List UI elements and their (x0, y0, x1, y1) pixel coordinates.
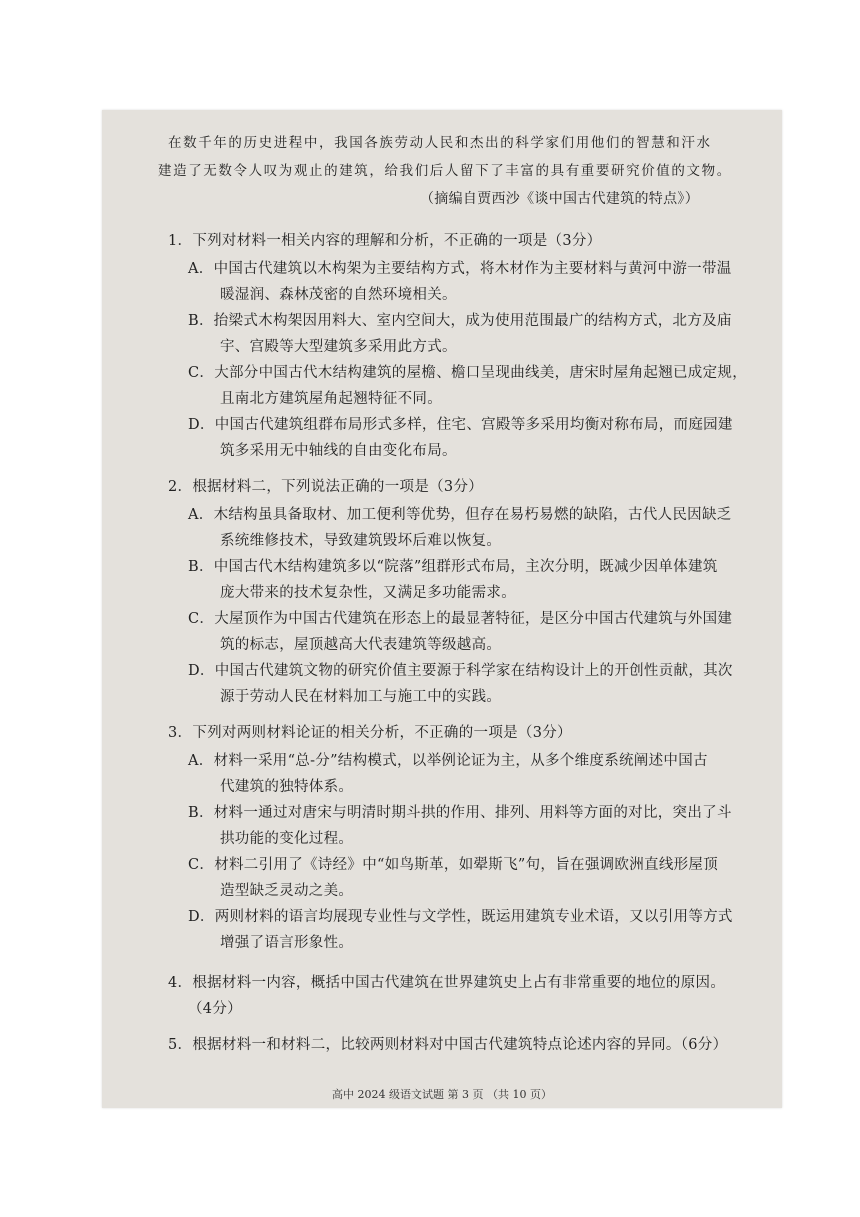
q2-option-d-line-2: 源于劳动人民在材料加工与施工中的实践。 (220, 689, 502, 705)
q3-option-a-line-2: 代建筑的独特体系。 (220, 779, 354, 795)
q1-option-a-line-2: 暖湿润、森林茂密的自然环境相关。 (220, 287, 457, 303)
page-footer: 高中 2024 级语文试题 第 3 页 （共 10 页） (332, 1088, 552, 1101)
question-2-stem: 2．根据材料二，下列说法正确的一项是（3分） (168, 479, 484, 495)
q1-option-d-line-1: D．中国古代建筑组群布局形式多样，住宅、宫殿等多采用均衡对称布局，而庭园建 (188, 417, 733, 433)
q3-option-d-line-1: D．两则材料的语言均展现专业性与文学性，既运用建筑专业术语，又以引用等方式 (188, 909, 733, 925)
exam-page (102, 110, 782, 1108)
intro-line-2: 建造了无数令人叹为观止的建筑，给我们后人留下了丰富的具有重要研究价值的文物。 (158, 163, 732, 179)
q1-option-c-line-1: C．大部分中国古代木结构建筑的屋檐、檐口呈现曲线美，唐宋时屋角起翘已成定规， (188, 365, 747, 381)
q2-option-b-line-2: 庞大带来的技术复杂性，又满足多功能需求。 (220, 585, 516, 601)
question-1-stem: 1．下列对材料一相关内容的理解和分析，不正确的一项是（3分） (168, 233, 602, 249)
q2-option-c-line-1: C．大屋顶作为中国古代建筑在形态上的最显著特征，是区分中国古代建筑与外国建 (188, 611, 733, 627)
q3-option-c-line-2: 造型缺乏灵动之美。 (220, 883, 354, 899)
page-content (102, 110, 782, 1108)
q3-option-d-line-2: 增强了语言形象性。 (220, 935, 354, 951)
q3-option-c-line-1: C．材料二引用了《诗经》中“如鸟斯革，如翚斯飞”句，旨在强调欧洲直线形屋顶 (188, 857, 719, 873)
q1-option-b-line-2: 宇、宫殿等大型建筑多采用此方式。 (220, 339, 457, 355)
q3-option-b-line-1: B．材料一通过对唐宋与明清时期斗拱的作用、排列、用料等方面的对比，突出了斗 (188, 805, 732, 821)
question-5-stem: 5．根据材料一和材料二，比较两则材料对中国古代建筑特点论述内容的异同。（6分） (168, 1037, 728, 1053)
q1-option-a-line-1: A．中国古代建筑以木构架为主要结构方式，将木材作为主要材料与黄河中游一带温 (188, 261, 732, 277)
q2-option-d-line-1: D．中国古代建筑文物的研究价值主要源于科学家在结构设计上的开创性贡献，其次 (188, 663, 733, 679)
source-citation: （摘编自贾西沙《谈中国古代建筑的特点》） (420, 191, 699, 207)
q2-option-a-line-1: A．木结构虽具备取材、加工便利等优势，但存在易朽易燃的缺陷，古代人民因缺乏 (188, 507, 732, 523)
q3-option-a-line-1: A．材料一采用“总-分”结构模式，以举例论证为主，从多个维度系统阐述中国古 (188, 753, 708, 769)
q2-option-a-line-2: 系统维修技术，导致建筑毁坏后难以恢复。 (220, 533, 502, 549)
question-3-stem: 3．下列对两则材料论证的相关分析，不正确的一项是（3分） (168, 725, 572, 741)
q1-option-c-line-2: 且南北方建筑屋角起翘特征不同。 (220, 391, 442, 407)
q1-option-d-line-2: 筑多采用无中轴线的自由变化布局。 (220, 443, 457, 459)
q2-option-c-line-2: 筑的标志，屋顶越高大代表建筑等级越高。 (220, 637, 502, 653)
intro-line-1: 在数千年的历史进程中，我国各族劳动人民和杰出的科学家们用他们的智慧和汗水 (168, 135, 712, 151)
question-4-stem-line-1: 4．根据材料一内容，概括中国古代建筑在世界建筑史上占有非常重要的地位的原因。 (168, 975, 726, 991)
q1-option-b-line-1: B．抬梁式木构架因用料大、室内空间大，成为使用范围最广的结构方式，北方及庙 (188, 313, 732, 329)
q3-option-b-line-2: 拱功能的变化过程。 (220, 831, 354, 847)
question-4-stem-line-2: （4分） (188, 1001, 242, 1017)
q2-option-b-line-1: B．中国古代木结构建筑多以“院落”组群形式布局，主次分明，既减少因单体建筑 (188, 559, 718, 575)
